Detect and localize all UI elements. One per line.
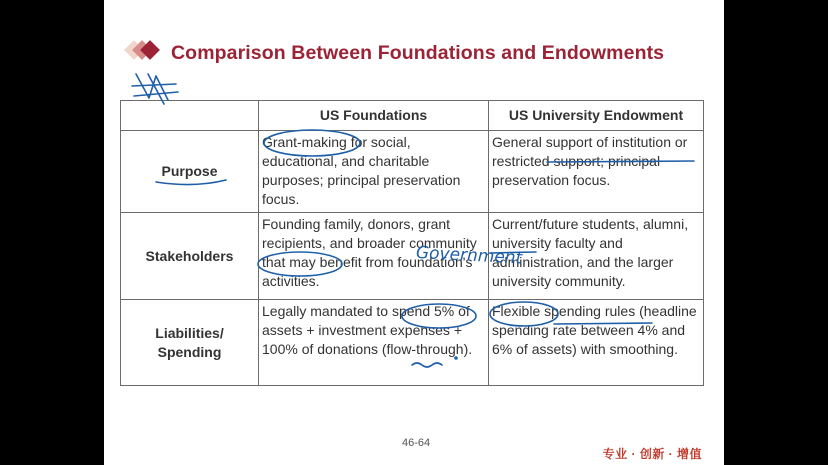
page-number: 46-64 <box>402 437 431 449</box>
diamond-logo-icon <box>120 38 168 70</box>
row-label-stakeholders: Stakeholders <box>121 213 259 300</box>
cell-stakeholders-endowment: Current/future students, alumni, university faculty and administration, and the larger university community. <box>489 213 704 300</box>
cell-liabilities-foundations: Legally mandated to spend 5% of assets + investment expenses + 100% of donations (flow-through). <box>259 300 489 386</box>
table-row <box>121 213 704 300</box>
cell-liabilities-endowment: Flexible spending rules (headline spending rate between 4% and 6% of assets) with smoothing. <box>489 300 704 386</box>
row-label-liabilities: Liabilities/ Spending <box>121 300 259 386</box>
cell-stakeholders-foundations: Founding family, donors, grant recipients, and broader community that may benefit from foundation's activities. <box>259 213 489 300</box>
cell-purpose-endowment: General support of institution or restricted support; principal preservation focus. <box>489 131 704 213</box>
comparison-table <box>120 100 704 386</box>
table-row <box>121 131 704 213</box>
slide <box>104 0 724 465</box>
column-header-endowment: US University Endowment <box>489 101 704 131</box>
column-header-foundations: US Foundations <box>259 101 489 131</box>
table-header-row <box>121 101 704 131</box>
table-corner-cell <box>121 101 259 131</box>
footer-slogan: 专业 · 创新 · 增值 <box>602 447 702 461</box>
cell-purpose-foundations: Grant-making for social, educational, and charitable purposes; principal preservation focus. <box>259 131 489 213</box>
row-label-purpose: Purpose <box>121 131 259 213</box>
table-row <box>121 300 704 386</box>
slide-title: Comparison Between Foundations and Endowments <box>171 42 665 64</box>
handwritten-note-text: Government <box>415 242 523 269</box>
